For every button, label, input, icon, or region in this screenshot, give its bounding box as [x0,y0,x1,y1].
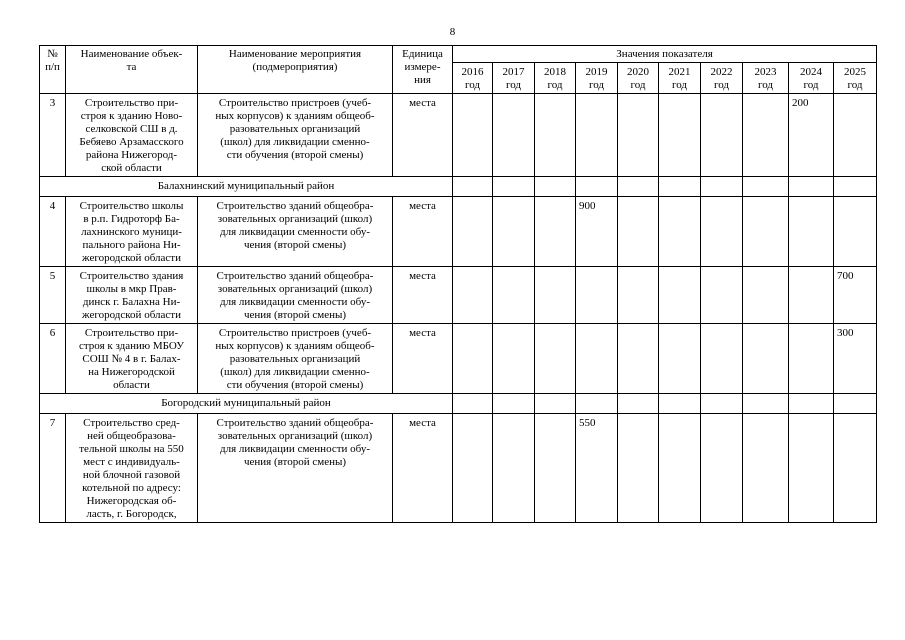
section-title: Балахнинский муниципальный район [40,177,453,197]
header-values: Значения показателя [453,46,877,63]
value-cell [618,197,659,267]
value-cell [618,267,659,324]
empty-cell [535,394,576,414]
empty-cell [743,394,789,414]
value-cell [789,414,834,523]
empty-cell [493,177,535,197]
section-title: Богородский муниципальный район [40,394,453,414]
event-name: Строительство зданий общеобра- зовательных организаций (школ) для ликвидации сменности обу- чения (второй смены) [198,197,393,267]
value-cell [743,324,789,394]
section-row [40,177,877,197]
value-cell [535,267,576,324]
value-cell [453,94,493,177]
empty-cell [789,177,834,197]
table-row [40,94,877,177]
value-cell [701,267,743,324]
empty-cell [659,394,701,414]
value-cell [453,414,493,523]
value-cell: 700 [834,267,877,324]
value-cell [659,197,701,267]
header-year: 2017 год [493,63,535,94]
header-year: 2020 год [618,63,659,94]
unit-cell: места [393,94,453,177]
empty-cell [701,394,743,414]
empty-cell [453,177,493,197]
value-cell [493,414,535,523]
value-cell [701,197,743,267]
object-name: Строительство при- строя к зданию Ново- селковской СШ в д. Бебяево Арзамасского района Нижегород- ской области [66,94,198,177]
value-cell [453,324,493,394]
page-number: 8 [449,26,456,38]
object-name: Строительство сред- ней общеобразова- тельной школы на 550 мест с индивидуаль- ной блочной газовой котельной по адресу: Нижегородская об- ласть, г. Богородск, [66,414,198,523]
empty-cell [618,177,659,197]
event-name: Строительство пристроев (учеб- ных корпусов) к зданиям общеоб- разовательных организаций (школ) для ликвидации сменно- сти обучения (второй смены) [198,324,393,394]
header-year: 2025 год [834,63,877,94]
value-cell [659,414,701,523]
header-year: 2021 год [659,63,701,94]
value-cell [618,94,659,177]
empty-cell [743,177,789,197]
table-row [40,197,877,267]
empty-cell [576,177,618,197]
header-year: 2024 год [789,63,834,94]
header-year: 2016 год [453,63,493,94]
section-row [40,394,877,414]
value-cell [743,267,789,324]
value-cell [834,197,877,267]
value-cell [743,94,789,177]
value-cell [834,94,877,177]
value-cell: 300 [834,324,877,394]
value-cell [493,94,535,177]
value-cell [789,197,834,267]
value-cell [618,414,659,523]
row-number: 5 [40,267,66,324]
value-cell [659,324,701,394]
table-row [40,414,877,523]
value-cell [659,267,701,324]
empty-cell [789,394,834,414]
value-cell [453,197,493,267]
value-cell [701,414,743,523]
unit-cell: места [393,414,453,523]
value-cell [834,414,877,523]
value-cell [576,267,618,324]
value-cell [659,94,701,177]
value-cell [535,94,576,177]
empty-cell [535,177,576,197]
empty-cell [701,177,743,197]
value-cell [789,324,834,394]
empty-cell [659,177,701,197]
value-cell [743,414,789,523]
empty-cell [576,394,618,414]
header-year: 2023 год [743,63,789,94]
table-body [40,94,877,523]
value-cell [493,197,535,267]
header-event: Наименование мероприятия (подмероприятия) [198,46,393,94]
indicators-table [39,45,877,523]
value-cell: 200 [789,94,834,177]
unit-cell: места [393,324,453,394]
row-number: 3 [40,94,66,177]
row-number: 4 [40,197,66,267]
object-name: Строительство школы в р.п. Гидроторф Ба- лахнинского муници- пального района Ни- жегородской области [66,197,198,267]
value-cell: 550 [576,414,618,523]
row-number: 6 [40,324,66,394]
empty-cell [493,394,535,414]
header-year: 2019 год [576,63,618,94]
empty-cell [618,394,659,414]
table-row [40,267,877,324]
empty-cell [834,394,877,414]
header-row-1 [40,46,877,63]
unit-cell: места [393,197,453,267]
empty-cell [834,177,877,197]
value-cell [789,267,834,324]
row-number: 7 [40,414,66,523]
value-cell [743,197,789,267]
event-name: Строительство пристроев (учеб- ных корпусов) к зданиям общеоб- разовательных организаций (школ) для ликвидации сменно- сти обучения (второй смены) [198,94,393,177]
header-object: Наименование объек- та [66,46,198,94]
table-row [40,324,877,394]
value-cell [535,197,576,267]
value-cell: 900 [576,197,618,267]
value-cell [535,414,576,523]
value-cell [701,324,743,394]
value-cell [701,94,743,177]
header-unit: Единица измере- ния [393,46,453,94]
empty-cell [453,394,493,414]
header-num: № п/п [40,46,66,94]
value-cell [576,94,618,177]
event-name: Строительство зданий общеобра- зовательных организаций (школ) для ликвидации сменности обу- чения (второй смены) [198,267,393,324]
object-name: Строительство здания школы в мкр Прав- динск г. Балахна Ни- жегородской области [66,267,198,324]
value-cell [576,324,618,394]
value-cell [493,324,535,394]
unit-cell: места [393,267,453,324]
header-year: 2018 год [535,63,576,94]
event-name: Строительство зданий общеобра- зовательных организаций (школ) для ликвидации сменности обу- чения (второй смены) [198,414,393,523]
value-cell [618,324,659,394]
value-cell [493,267,535,324]
value-cell [535,324,576,394]
header-year: 2022 год [701,63,743,94]
object-name: Строительство при- строя к зданию МБОУ СОШ № 4 в г. Балах- на Нижегородской области [66,324,198,394]
value-cell [453,267,493,324]
